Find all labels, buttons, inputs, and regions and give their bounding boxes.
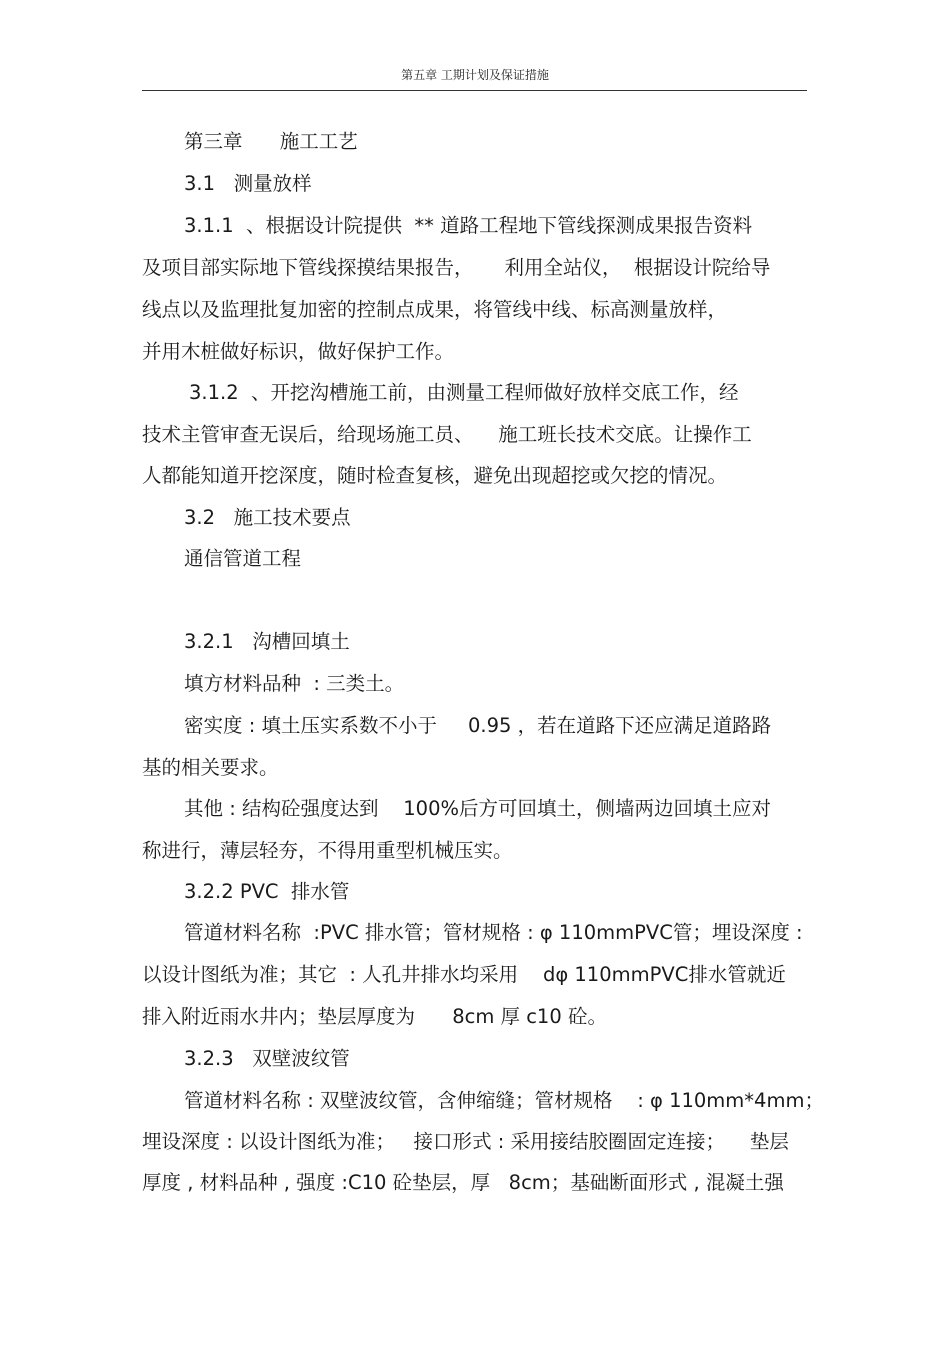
section-heading: 3.1 测量放样 [184,172,312,195]
paragraph-line: 管道材料名称 :PVC 排水管；管材规格 : φ 110mmPVC管；埋设深度 : [184,921,803,944]
paragraph-line: 埋设深度 : 以设计图纸为准； 接口形式 : 采用接结胶圈固定连接； 垫层 [142,1130,789,1153]
paragraph-line: 线点以及监理批复加密的控制点成果，将管线中线、标高测量放样， [142,298,728,321]
paragraph-line: 厚度 , 材料品种 , 强度 :C10 砼垫层，厚 8cm；基础断面形式 , 混凝土强 [142,1171,784,1194]
paragraph-line: 其他 : 结构砼强度达到 100%后方可回填土，侧墙两边回填土应对 [184,797,772,820]
paragraph-line: 3.1.2 、开挖沟槽施工前，由测量工程师做好放样交底工作，经 [189,381,739,404]
subsection-title: 通信管道工程 [184,547,302,570]
chapter-heading: 第三章 施工工艺 [184,130,358,153]
header-rule [142,90,807,91]
paragraph-line: 称进行，薄层轻夯，不得用重型机械压实。 [142,839,513,862]
paragraph-line: 技术主管审查无误后，给现场施工员、 施工班长技术交底。让操作工 [142,423,752,446]
page-header: 第五章 工期计划及保证措施 [401,68,549,82]
subsection-heading: 3.2.1 沟槽回填土 [184,630,350,653]
paragraph-line: 密实度 : 填土压实系数不小于 0.95 ，若在道路下还应满足道路路 [184,714,772,737]
paragraph-line: 基的相关要求。 [142,756,279,779]
paragraph-line: 排入附近雨水井内；垫层厚度为 8cm 厚 c10 砼。 [142,1005,607,1028]
paragraph-line: 及项目部实际地下管线探摸结果报告， 利用全站仪， 根据设计院给导 [142,256,771,279]
subsection-heading: 3.2.3 双壁波纹管 [184,1047,350,1070]
paragraph-line: 3.1.1 、根据设计院提供 ** 道路工程地下管线探测成果报告资料 [184,214,753,237]
paragraph-line: 人都能知道开挖深度，随时检查复核，避免出现超挖或欠挖的情况。 [142,464,728,487]
paragraph-line: 填方材料品种 : 三类土。 [184,672,405,695]
section-heading: 3.2 施工技术要点 [184,506,351,529]
subsection-heading: 3.2.2 PVC 排水管 [184,880,350,903]
paragraph-line: 以设计图纸为准；其它 : 人孔井排水均采用 dφ 110mmPVC排水管就近 [142,963,786,986]
paragraph-line: 并用木桩做好标识，做好保护工作。 [142,340,455,363]
paragraph-line: 管道材料名称 : 双壁波纹管，含伸缩缝；管材规格 : φ 110mm*4mm； [184,1089,824,1112]
